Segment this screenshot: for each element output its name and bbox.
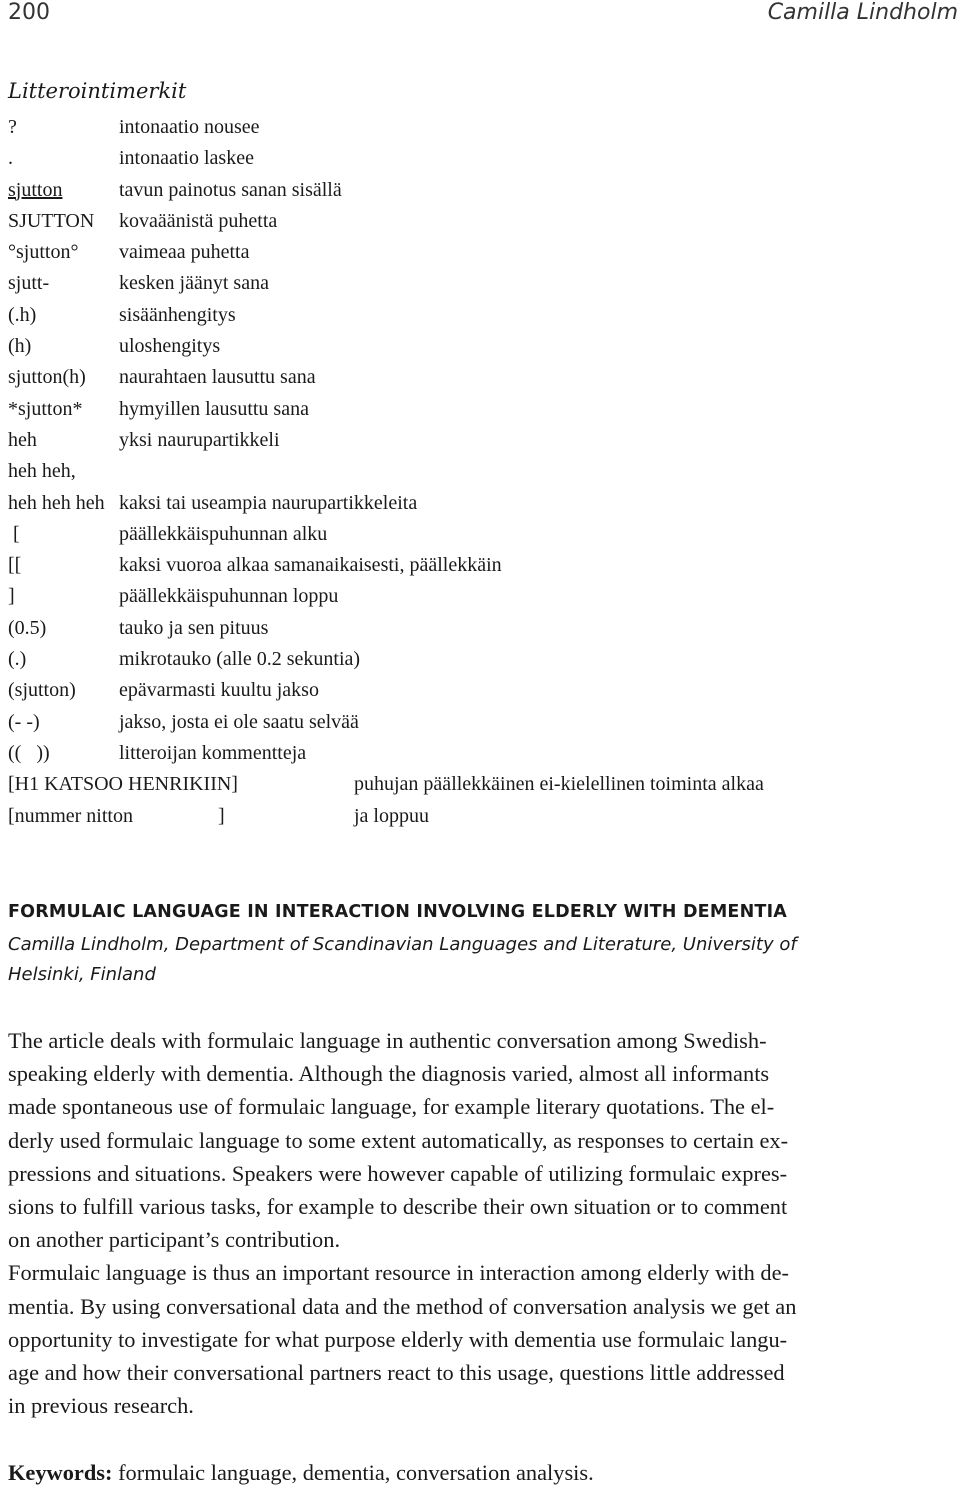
legend-symbol: [nummer nitton ] [8,804,225,827]
abstract-line: opportunity to investigate for what purpose elderly with dementia use formulaic langu- [8,1326,788,1352]
legend-row [8,675,948,706]
legend-row [8,488,948,519]
legend-symbol: [[ [8,554,22,577]
legend-description: puhujan päällekkäinen ei-kielellinen toiminta alkaa [354,773,764,796]
legend-row [8,112,948,143]
abstract-paragraph [8,1256,888,1422]
page-header [8,0,958,32]
legend-description: vaimeaa puhetta [119,241,250,264]
legend-row [8,175,948,206]
legend-symbol: sjutton(h) [8,366,86,389]
keywords-text: formulaic language, dementia, conversation analysis. [112,1460,594,1485]
legend-symbol: (- -) [8,710,40,733]
legend-symbol: °sjutton° [8,241,79,264]
abstract-line: mentia. By using conversational data and the method of conversation analysis we get an [8,1293,797,1319]
abstract-paragraph [8,1024,888,1256]
legend-row [8,394,948,425]
legend-row [8,519,948,550]
legend-row [8,738,948,769]
legend-symbol: (( )) [8,741,50,764]
legend-row [8,581,948,612]
affiliation-line: Camilla Lindholm, Department of Scandinavian Languages and Literature, University of [8,934,797,955]
abstract-line: age and how their conversational partners react to this usage, questions little addressed [8,1360,785,1386]
legend-row [8,300,948,331]
legend-row [8,550,948,581]
legend-symbol: heh heh heh [8,491,105,514]
legend-description: intonaatio laskee [119,147,254,170]
keywords [8,1456,594,1489]
legend-row [8,237,948,268]
legend-row [8,268,948,299]
legend-symbol: (.) [8,648,27,671]
running-title: Camilla Lindholm [767,0,958,25]
author-affiliation [8,930,868,990]
legend-row [8,769,948,800]
legend-title: Litterointimerkit [8,79,187,103]
legend-symbol: heh heh, [8,460,76,483]
legend-description: kaksi tai useampia naurupartikkeleita [119,491,418,514]
legend-description: kesken jäänyt sana [119,272,269,295]
legend-symbol: *sjutton* [8,397,83,420]
legend-symbol: (0.5) [8,616,47,639]
legend-row [8,425,948,456]
legend-description: intonaatio nousee [119,116,260,138]
abstract-line: derly used formulaic language to some extent automatically, as responses to certain ex- [8,1127,789,1153]
abstract-line: made spontaneous use of formulaic language, for example literary quotations. The el- [8,1094,775,1120]
legend-description: uloshengitys [119,335,221,358]
legend-symbol: heh [8,428,37,451]
legend-description: kovaäänistä puhetta [119,209,278,232]
legend-description: yksi naurupartikkeli [119,428,280,451]
article-title: FORMULAIC LANGUAGE IN INTERACTION INVOLVING ELDERLY WITH DEMENTIA [8,902,788,922]
legend-row [8,362,948,393]
legend-row [8,613,948,644]
legend-row [8,331,948,362]
legend-symbol: ] [8,585,15,608]
legend-description: hymyillen lausuttu sana [119,397,309,420]
legend-symbol: sjutt- [8,272,50,295]
abstract-line: sions to fulfill various tasks, for example to describe their own situation or to comment [8,1194,788,1220]
page-number: 200 [8,0,50,25]
legend-description: sisäänhengitys [119,303,236,326]
legend-description: naurahtaen lausuttu sana [119,366,316,389]
legend-row [8,143,948,174]
legend-description: tauko ja sen pituus [119,616,269,639]
legend-symbol: [ [8,522,20,545]
legend-row [8,707,948,738]
abstract [8,1024,888,1422]
abstract-line: on another participant’s contribution. [8,1227,341,1253]
legend-description: jakso, josta ei ole saatu selvää [119,710,359,733]
keywords-label: Keywords: [8,1460,113,1485]
legend-description: päällekkäispuhunnan alku [119,522,328,545]
legend-row [8,644,948,675]
legend-symbol: sjutton [8,178,63,201]
abstract-line: Formulaic language is thus an important resource in interaction among elderly with de- [8,1260,789,1286]
legend-symbol: . [8,147,13,170]
legend-description: kaksi vuoroa alkaa samanaikaisesti, päällekkäin [119,554,502,577]
legend-description: ja loppuu [354,804,429,827]
legend-description: epävarmasti kuultu jakso [119,679,319,702]
abstract-line: in previous research. [8,1393,194,1419]
legend-row [8,456,948,487]
legend-symbol: (h) [8,335,32,358]
legend-description: litteroijan kommentteja [119,741,307,764]
abstract-line: The article deals with formulaic language in authentic conversation among Swedish- [8,1028,767,1053]
legend-symbol: ? [8,116,17,138]
legend-row [8,801,948,832]
legend-symbol: [H1 KATSOO HENRIKIIN] [8,773,238,796]
legend-description: mikrotauko (alle 0.2 sekuntia) [119,648,361,671]
abstract-line: speaking elderly with dementia. Although the diagnosis varied, almost all informants [8,1061,770,1087]
abstract-line: pressions and situations. Speakers were however capable of utilizing formulaic expres- [8,1160,788,1186]
legend-description: tavun painotus sanan sisällä [119,178,342,201]
legend-symbol: SJUTTON [8,209,95,232]
affiliation-line: Helsinki, Finland [8,964,156,985]
legend-symbol: (.h) [8,303,37,326]
legend-description: päällekkäispuhunnan loppu [119,585,339,608]
legend-symbol: (sjutton) [8,679,76,702]
legend-row [8,206,948,237]
transcription-legend [8,112,948,832]
